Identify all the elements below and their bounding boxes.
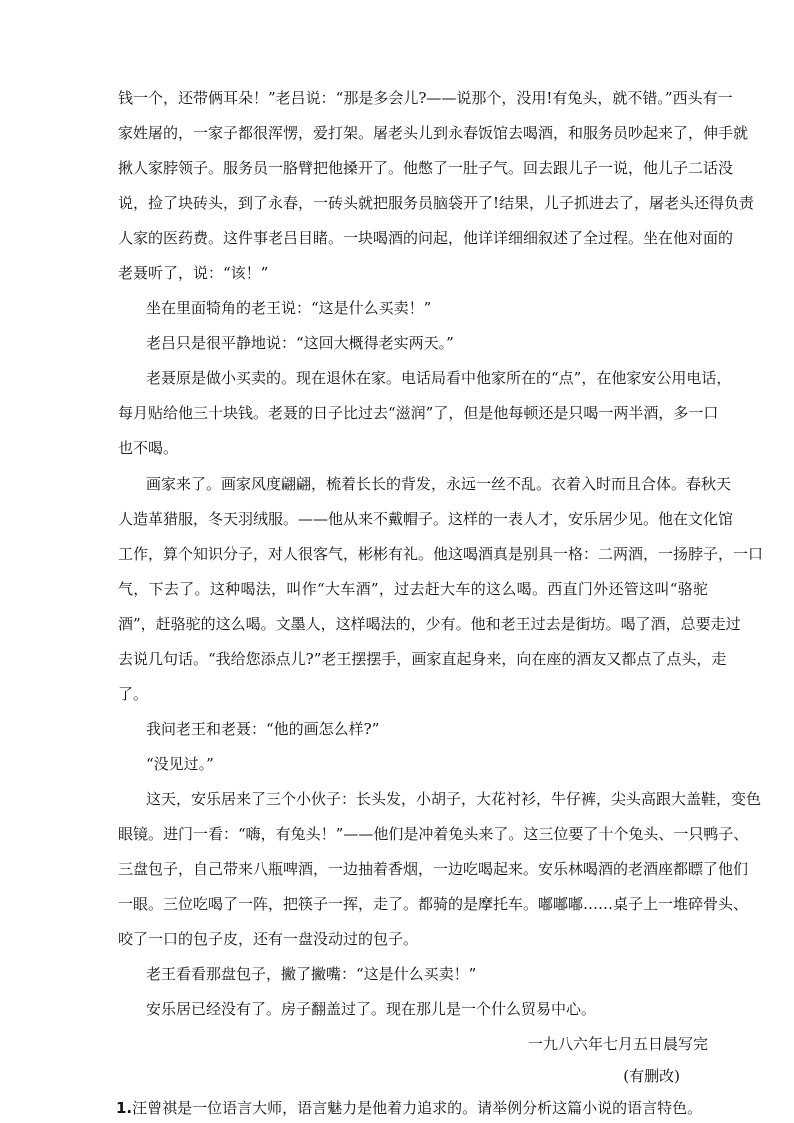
paragraph-start: 我问老王和老聂：“他的画怎么样?” (146, 720, 380, 738)
text-line: 工作，算个知识分子，对人很客气，彬彬有礼。他这喝酒真是别具一格：二两酒，一扬脖子，一口 (118, 545, 764, 563)
paragraph-start: 安乐居已经没有了。房子翻盖过了。现在那儿是一个什么贸易中心。 (146, 1000, 597, 1018)
text-line: 一眼。三位吃喝了一阵，把筷子一挥，走了。都骑的是摩托车。嘟嘟嘟……桌子上一堆碎骨头、 (118, 895, 749, 913)
question-1 (116, 1098, 708, 1118)
paragraph-start: 坐在里面犄角的老王说：“这是什么买卖！” (146, 299, 432, 317)
paragraph-start: 老聂原是做小买卖的。现在退休在家。电话局看中他家所在的“点”，在他家安公用电话， (146, 369, 732, 387)
text-line: 气，下去了。这种喝法，叫作“大车酒”，过去赶大车的这么喝。西直门外还管这叫“骆驼 (118, 580, 708, 598)
text-line: 也不喝。 (118, 439, 179, 457)
edit-note: (有删改) (623, 1067, 680, 1085)
text-line: 三盘包子，自己带来八瓶啤酒，一边抽着香烟，一边吃喝起来。安乐林喝酒的老酒座都瞟了他们 (118, 860, 749, 878)
text-line: 酒”，赶骆驼的这么喝。文墨人，这样喝法的，少有。他和老王过去是街坊。喝了酒，总要走过 (118, 615, 741, 633)
text-line: 眼镜。进门一看：“嗨，有兔头！”——他们是冲着兔头来了。这三位要了十个兔头、一只鸭子、 (118, 825, 749, 843)
text-line: 揪人家脖领子。服务员一胳臂把他搡开了。他憋了一肚子气。回去跟儿子一说，他儿子二话没 (118, 159, 734, 177)
text-line: 去说几句话。“我给您添点儿?”老王摆摆手，画家直起身来，向在座的酒友又都点了点头，走 (118, 650, 727, 668)
text-line: 钱一个，还带俩耳朵！”老吕说：“那是多会儿?——说那个，没用!有兔头，就不错。”西头有一 (118, 89, 733, 107)
text-line: 每月贴给他三十块钱。老聂的日子比过去“滋润”了，但是他每顿还是只喝一两半酒，多一口 (118, 404, 719, 422)
question-text: 汪曾祺是一位语言大师，语言魅力是他着力追求的。请举例分析这篇小说的语言特色。 (132, 1099, 703, 1117)
text-line: 人家的医药费。这件事老吕目睹。一块喝酒的问起，他详详细细叙述了全过程。坐在他对面的 (118, 229, 734, 247)
paragraph-start: “没见过。” (146, 755, 214, 773)
paragraph-start: 老吕只是很平静地说：“这回大概得老实两天。” (146, 334, 454, 352)
text-line: 老聂听了，说：“该！” (118, 264, 269, 282)
question-number: 1. (116, 1099, 133, 1117)
text-line: 说，捡了块砖头，到了永春，一砖头就把服务员脑袋开了!结果，儿子抓进去了，屠老头还得负责 (118, 194, 755, 212)
paragraph-start: 老王看看那盘包子，撇了撇嘴：“这是什么买卖！” (146, 965, 477, 983)
text-line: 了。 (118, 685, 149, 703)
text-line: 人造革猎服，冬天羽绒服。——他从来不戴帽子。这样的一表人才，安乐居少见。他在文化馆 (118, 510, 734, 528)
date-line: 一九八六年七月五日晨写完 (527, 1035, 708, 1053)
paragraph-start: 这天，安乐居来了三个小伙子：长头发，小胡子，大花衬衫，牛仔裤，尖头高跟大盖鞋，变色 (146, 790, 762, 808)
text-line: 家姓屠的，一家子都很浑愣，爱打架。屠老头儿到永春饭馆去喝酒，和服务员吵起来了，伸手就 (118, 124, 749, 142)
paragraph-start: 画家来了。画家风度翩翩，梳着长长的背发，永远一丝不乱。衣着入时而且合体。春秋天 (146, 475, 732, 493)
text-line: 咬了一口的包子皮，还有一盘没动过的包子。 (118, 930, 419, 948)
